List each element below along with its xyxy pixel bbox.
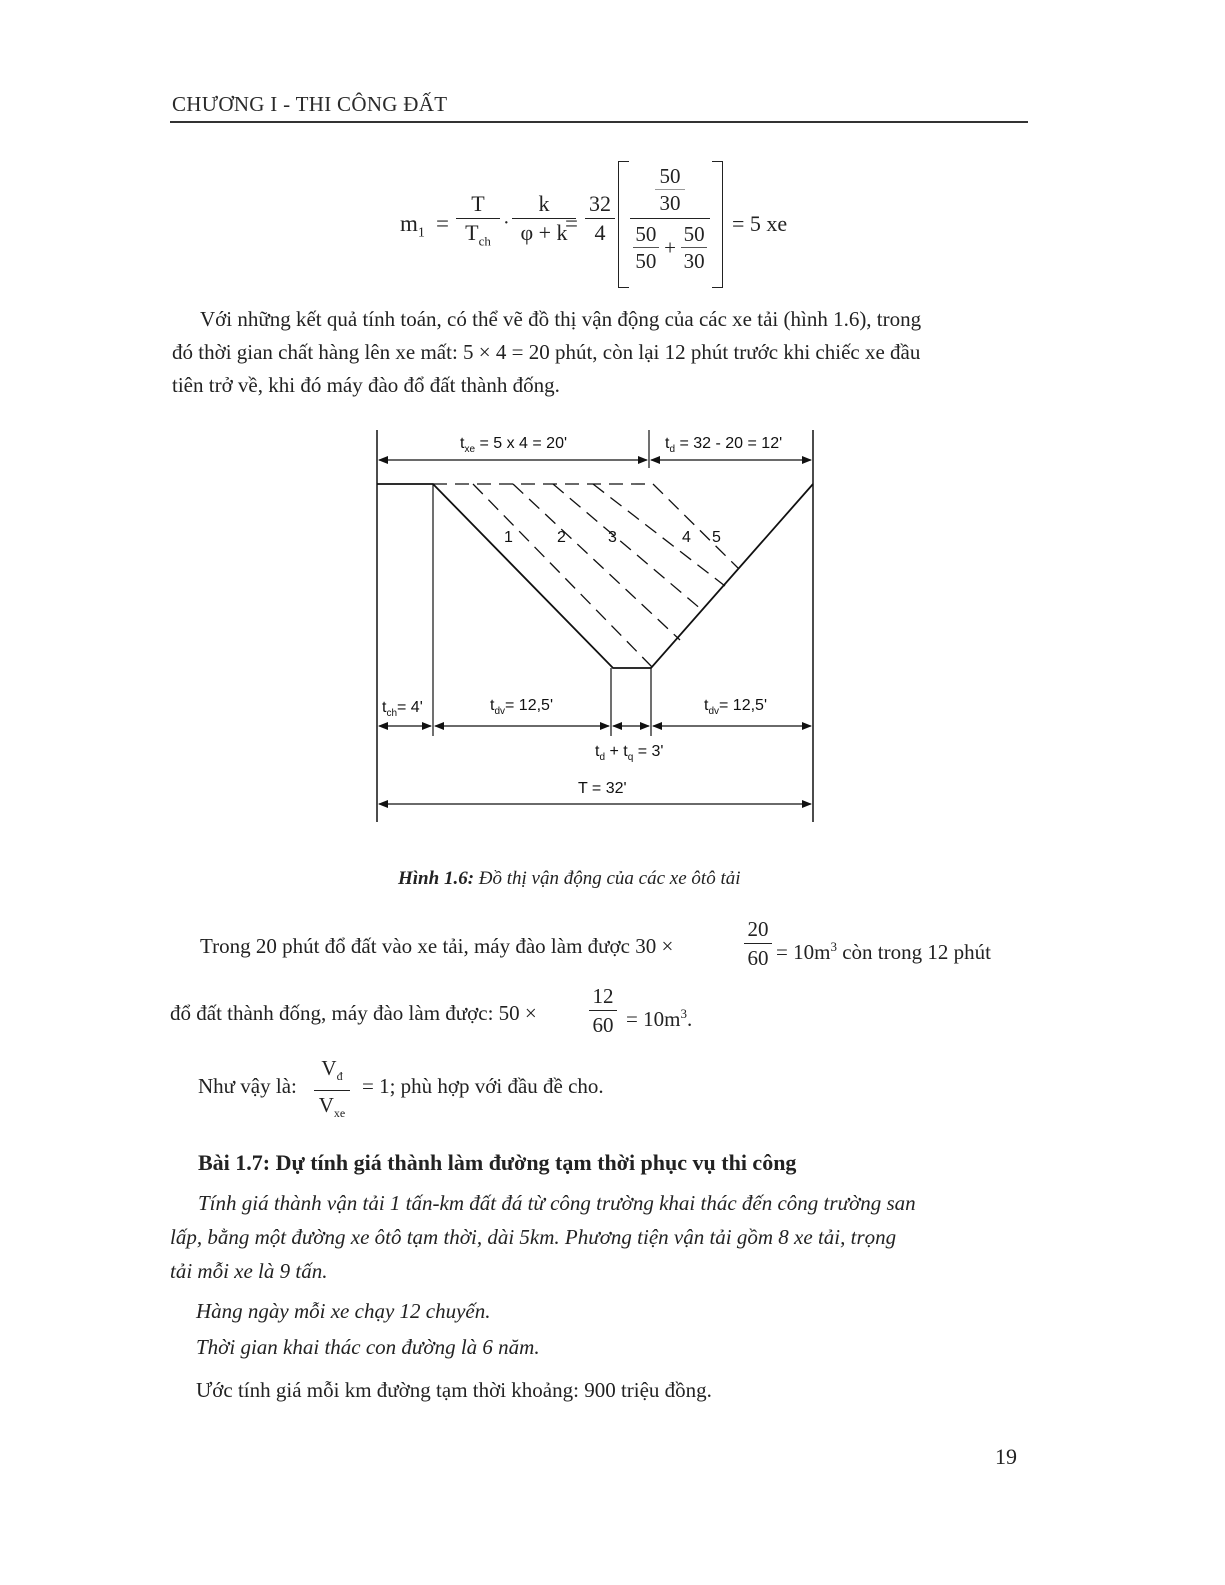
page-number: 19 — [995, 1444, 1017, 1469]
frac-T-Tch: T $T_{ch}$ — [456, 190, 500, 255]
truck-label-2: 2 — [557, 529, 566, 546]
tdv2-label: $t_{dv}= 12,5'$ — [704, 697, 767, 717]
formula-eq2: = — [565, 211, 578, 236]
figure-caption: Hình 1.6: Đồ thị vận động của các xe ôtô tải — [398, 868, 741, 889]
header-rule — [170, 121, 1028, 123]
paragraph-1: Với những kết quả tính toán, có thể vẽ đồ thị vận động của các xe tải (hình 1.6), trong đó thời gian chất hàng lên xe mất: 5 × 4 = 20 phút, còn lại 12 phút trước khi chiếc xe đầu tiên trở về, khi đó máy đào đổ đất thành đống. — [172, 307, 922, 397]
frac-k: k φ + k — [512, 190, 576, 247]
frac-32-4: 32 4 — [585, 190, 615, 247]
truck-6-path — [653, 484, 738, 568]
truck-label-5: 5 — [712, 529, 721, 546]
bracket-left — [618, 161, 629, 288]
truck-2-path — [473, 484, 653, 668]
truck-label-4: 4 — [682, 529, 691, 546]
frac-vd-vxe: $V_đ$ $V_{xe}$ — [314, 1054, 350, 1127]
td-label: $t_d = 32 - 20 = 12'$ — [665, 435, 783, 455]
T-total-label: T = 32' — [578, 780, 627, 797]
truck-label-3: 3 — [608, 529, 617, 546]
formula-lhs: $m_1$ — [400, 211, 425, 241]
truck-1-path — [377, 484, 813, 668]
formula-result: = 5 xe — [732, 211, 788, 236]
bracket-right — [712, 161, 723, 288]
truck-label-1: 1 — [504, 529, 513, 546]
problem-cost-line: Ước tính giá mỗi km đường tạm thời khoảng: 900 triệu đồng. — [196, 1378, 712, 1402]
frac-outer: $\frac{50}{30}$ $\frac{50}{50}$ + $\frac{50}{30}$ — [630, 163, 710, 274]
problem-statement: Tính giá thành vận tải 1 tấn-km đất đá từ công trường khai thác đến công trường san lấp, bằng một đường xe ôtô tạm thời, dài 5km. Phương tiện vận tải gồm 8 xe tải, trọng tải mỗi xe là 9 tấn. Hàng ngày mỗi xe chạy 12 chuyến. Thời gian khai thác con đường là 6 năm. — [170, 1191, 916, 1359]
frac-20-60: 20 60 — [744, 915, 772, 972]
truck-motion-diagram — [360, 420, 830, 830]
truck-3-path — [513, 484, 680, 640]
tch-label: $t_{ch}= 4'$ — [382, 699, 423, 719]
tdv1-label: $t_{dv}= 12,5'$ — [490, 697, 553, 717]
frac-12-60: 12 60 — [589, 982, 617, 1039]
tdq-label: $t_d + t_q = 3'$ — [595, 743, 664, 763]
section-heading: Bài 1.7: Dự tính giá thành làm đường tạm thời phục vụ thi công — [198, 1150, 797, 1175]
formula-dot: · — [503, 212, 510, 234]
formula-eq: = — [436, 211, 449, 236]
txe-label: $t_{xe} = 5$ x 4 = 20' — [460, 435, 568, 455]
running-header: CHƯƠNG I - THI CÔNG ĐẤT — [172, 92, 448, 116]
